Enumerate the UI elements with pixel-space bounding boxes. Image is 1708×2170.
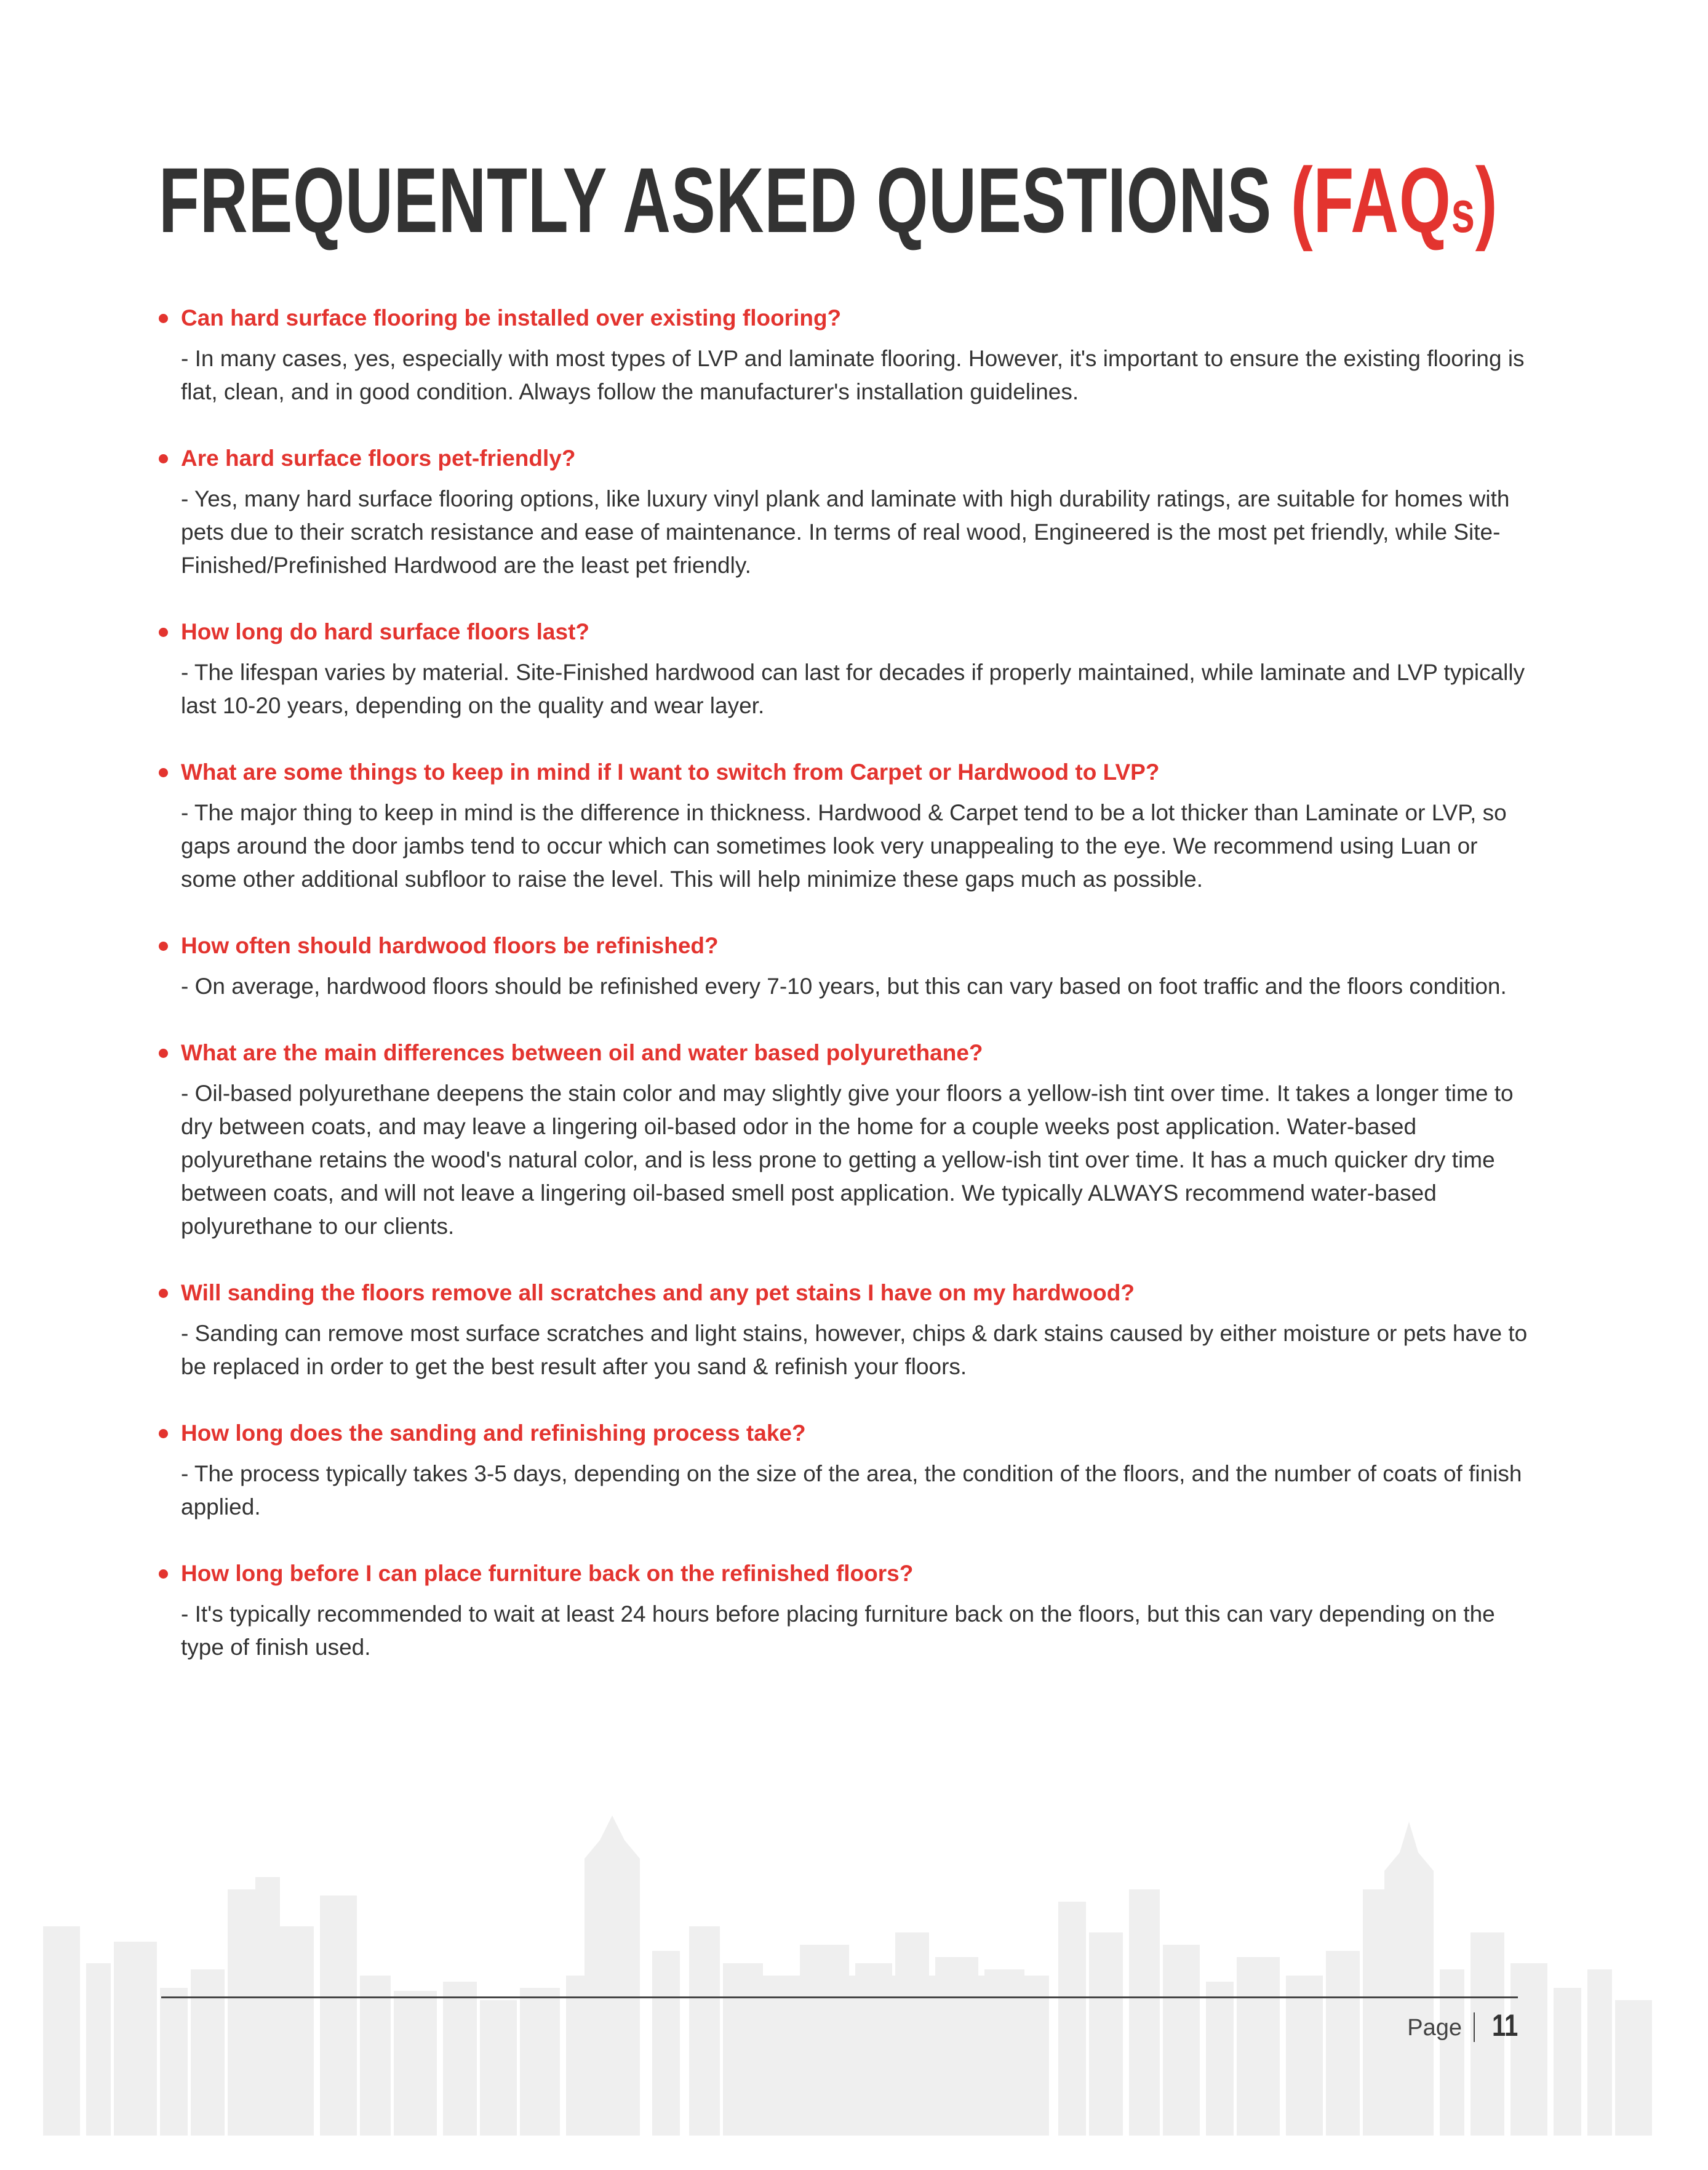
- page-separator: [1474, 2012, 1475, 2042]
- faq-item: [159, 756, 1531, 896]
- bullet-icon: [159, 628, 168, 637]
- faq-item: [159, 615, 1531, 723]
- faq-question: Will sanding the floors remove all scratches and any pet stains I have on my hardwood?: [159, 1276, 1531, 1310]
- bullet-icon: [159, 1049, 168, 1058]
- faq-item: [159, 929, 1531, 1003]
- title-accent: (FAQs): [1290, 148, 1498, 252]
- bullet-icon: [159, 1289, 168, 1298]
- faq-answer: - The major thing to keep in mind is the difference in thickness. Hardwood & Carpet tend to be a lot thicker than Laminate or LVP, so gaps around the door jambs tend to occur which can sometimes look very unappealing to the eye. We recommend using Luan or some other additional subfloor to raise the level. This will help minimize these gaps much as possible.: [181, 800, 1507, 892]
- faq-question: How often should hardwood floors be refinished?: [159, 929, 1531, 963]
- faq-item: [159, 1417, 1531, 1524]
- faq-item: [159, 302, 1531, 409]
- bullet-icon: [159, 942, 168, 951]
- faq-item: [159, 1036, 1531, 1243]
- faq-answer: - Yes, many hard surface flooring options, like luxury vinyl plank and laminate with high durability ratings, are suitable for homes with pets due to their scratch resistance and ease of maintenance. In terms of real wood, Engineered is the most pet friendly, while Site-Finished/Prefinished Hardwood are the least pet friendly.: [181, 486, 1510, 578]
- faq-answer: - The process typically takes 3-5 days, depending on the size of the area, the condition of the floors, and the number of coats of finish applied.: [181, 1461, 1522, 1519]
- faq-question: Can hard surface flooring be installed over existing flooring?: [159, 302, 1531, 335]
- faq-question: Are hard surface floors pet-friendly?: [159, 442, 1531, 475]
- bullet-icon: [159, 314, 168, 323]
- faq-item: [159, 1557, 1531, 1664]
- faq-answer: - On average, hardwood floors should be refinished every 7-10 years, but this can vary based on foot traffic and the floors condition.: [181, 974, 1507, 999]
- title-main: FREQUENTLY ASKED QUESTIONS: [159, 148, 1291, 252]
- page-title: [159, 138, 1498, 274]
- faq-item: [159, 442, 1531, 582]
- faq-answer: - In many cases, yes, especially with most types of LVP and laminate flooring. However, it's important to ensure the existing flooring is flat, clean, and in good condition. Always follow the manufacturer's installation guidelines.: [181, 346, 1525, 404]
- faq-answer: - The lifespan varies by material. Site-Finished hardwood can last for decades if properly maintained, while laminate and LVP typically last 10-20 years, depending on the quality and wear layer.: [181, 660, 1525, 718]
- faq-answer: - Sanding can remove most surface scratches and light stains, however, chips & dark stains caused by either moisture or pets have to be replaced in order to get the best result after you sand & refinish your floors.: [181, 1321, 1528, 1379]
- bullet-icon: [159, 1569, 168, 1579]
- faq-question: What are some things to keep in mind if I want to switch from Carpet or Hardwood to LVP?: [159, 756, 1531, 789]
- faq-question: What are the main differences between oil and water based polyurethane?: [159, 1036, 1531, 1070]
- bullet-icon: [159, 454, 168, 463]
- faq-list: [159, 302, 1531, 1697]
- city-skyline-graphic: [0, 1803, 1708, 2136]
- faq-item: [159, 1276, 1531, 1383]
- page-number: 11: [1492, 2008, 1518, 2043]
- page-label: Page: [1407, 2015, 1462, 2041]
- faq-answer: - It's typically recommended to wait at least 24 hours before placing furniture back on the floors, but this can vary depending on the type of finish used.: [181, 1601, 1495, 1660]
- faq-question: How long does the sanding and refinishing process take?: [159, 1417, 1531, 1450]
- bullet-icon: [159, 768, 168, 777]
- bullet-icon: [159, 1429, 168, 1438]
- faq-answer: - Oil-based polyurethane deepens the stain color and may slightly give your floors a yellow-ish tint over time. It takes a longer time to dry between coats, and may leave a lingering oil-based odor in the home for a couple weeks post application. Water-based polyurethane retains the wood's natural color, and is less prone to getting a yellow-ish tint over time. It has a much quicker dry time between coats, and will not leave a lingering oil-based smell post application. We typically ALWAYS recommend water-based polyurethane to our clients.: [181, 1081, 1514, 1239]
- faq-question: How long do hard surface floors last?: [159, 615, 1531, 649]
- faq-question: How long before I can place furniture back on the refinished floors?: [159, 1557, 1531, 1590]
- footer-divider: [161, 1996, 1518, 1998]
